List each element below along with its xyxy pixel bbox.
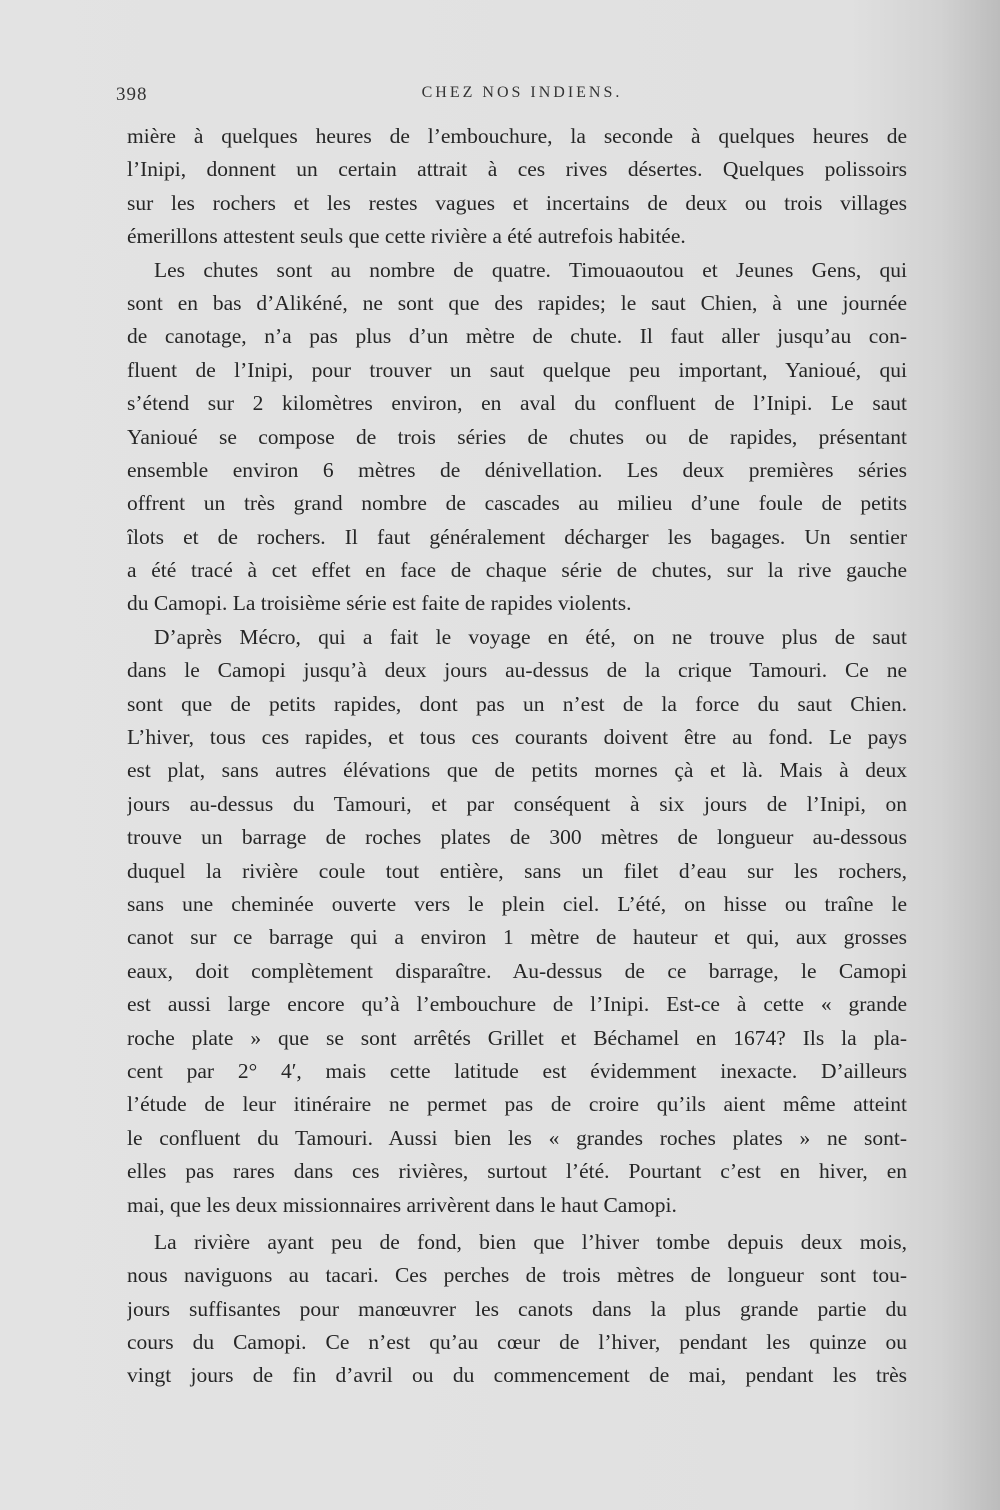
text-line: l’étude de leur itinéraire ne permet pas de croire qu’ils aient même atteint (127, 1092, 907, 1117)
text-line: est aussi large encore qu’à l’embouchure de l’Inipi. Est-ce à cette « grande (127, 992, 907, 1017)
text-line: émerillons attestent seuls que cette rivière a été autrefois habitée. (127, 224, 686, 249)
text-line: La rivière ayant peu de fond, bien que l’hiver tombe depuis deux mois, (154, 1229, 907, 1254)
text-line: le confluent du Tamouri. Aussi bien les « grandes roches plates » ne sont- (127, 1125, 907, 1150)
text-line: sont que de petits rapides, dont pas un n’est de la force du saut Chien. (127, 691, 907, 716)
text-line: de canotage, n’a pas plus d’un mètre de chute. Il faut aller jusqu’au con- (127, 324, 907, 349)
page-number: 398 (116, 84, 148, 105)
text-line: sans une cheminée ouverte vers le plein ciel. L’été, on hisse ou traîne le (127, 891, 907, 916)
text-line: vingt jours de fin d’avril ou du commencement de mai, pendant les très (127, 1363, 907, 1388)
text-line: L’hiver, tous ces rapides, et tous ces courants doivent être au fond. Le pays (127, 725, 907, 750)
body-text (127, 120, 907, 1393)
text-line: Yanioué se compose de trois séries de chutes ou de rapides, présentant (127, 424, 907, 449)
text-line: Les chutes sont au nombre de quatre. Timouaoutou et Jeunes Gens, qui (154, 257, 907, 282)
text-line: sur les rochers et les restes vagues et incertains de deux ou trois villages (127, 190, 907, 215)
text-line: elles pas rares dans ces rivières, surtout l’été. Pourtant c’est en hiver, en (127, 1159, 907, 1184)
text-line: jours suffisantes pour manœuvrer les canots dans la plus grande partie du (127, 1296, 907, 1321)
text-line: ensemble environ 6 mètres de dénivellation. Les deux premières séries (127, 457, 907, 482)
text-line: trouve un barrage de roches plates de 300 mètres de longueur au-dessous (127, 825, 907, 850)
text-line: l’Inipi, donnent un certain attrait à ces rives désertes. Quelques polissoirs (127, 157, 907, 182)
text-line: duquel la rivière coule tout entière, sans un filet d’eau sur les rochers, (127, 858, 907, 883)
text-line: eaux, doit complètement disparaître. Au-dessus de ce barrage, le Camopi (127, 958, 907, 983)
running-head: CHEZ NOS INDIENS. (421, 84, 623, 101)
text-line: îlots et de rochers. Il faut généralement décharger les bagages. Un sentier (127, 524, 907, 549)
text-line: mière à quelques heures de l’embouchure, la seconde à quelques heures de (127, 124, 907, 148)
text-line: canot sur ce barrage qui a environ 1 mètre de hauteur et qui, aux grosses (127, 925, 907, 950)
text-line: offrent un très grand nombre de cascades au milieu d’une foule de petits (127, 491, 907, 516)
text-line: a été tracé à cet effet en face de chaque série de chutes, sur la rive gauche (127, 558, 907, 583)
text-line: sont en bas d’Alikéné, ne sont que des rapides; le saut Chien, à une journée (127, 290, 907, 315)
text-line: cours du Camopi. Ce n’est qu’au cœur de l’hiver, pendant les quinze ou (127, 1330, 907, 1355)
text-line: cent par 2° 4′, mais cette latitude est évidemment inexacte. D’ailleurs (127, 1058, 907, 1083)
text-line: du Camopi. La troisième série est faite de rapides violents. (127, 591, 632, 616)
text-line: s’étend sur 2 kilomètres environ, en aval du confluent de l’Inipi. Le saut (127, 391, 907, 416)
page-header (116, 84, 896, 114)
text-line: dans le Camopi jusqu’à deux jours au-dessus de la crique Tamouri. Ce ne (127, 658, 907, 683)
text-line: mai, que les deux missionnaires arrivèrent dans le haut Camopi. (127, 1192, 677, 1217)
text-line: roche plate » que se sont arrêtés Grillet et Béchamel en 1674? Ils la pla- (127, 1025, 907, 1050)
text-line: est plat, sans autres élévations que de petits mornes çà et là. Mais à deux (127, 758, 907, 783)
text-line: D’après Mécro, qui a fait le voyage en été, on ne trouve plus de saut (154, 624, 907, 649)
text-line: fluent de l’Inipi, pour trouver un saut quelque peu important, Yanioué, qui (127, 357, 907, 382)
text-line: jours au-dessus du Tamouri, et par conséquent à six jours de l’Inipi, on (127, 791, 907, 816)
text-line: nous naviguons au tacari. Ces perches de trois mètres de longueur sont tou- (127, 1263, 907, 1288)
